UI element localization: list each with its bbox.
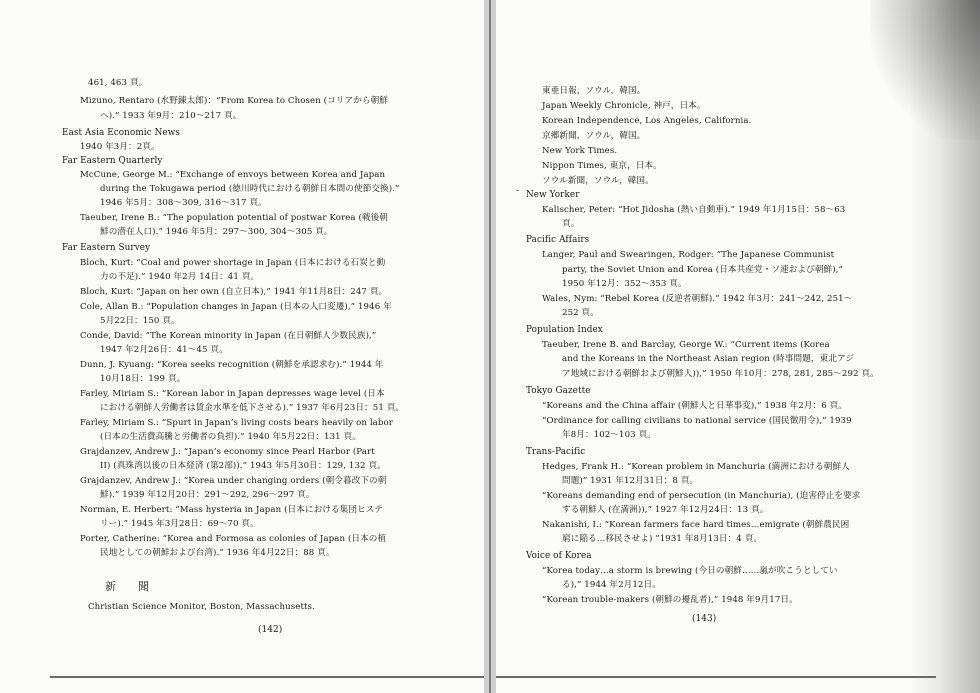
text-line: II) (真珠湾以後の日本経済 (第2部)).” 1943 年5月30日：129, 132 頁。 <box>100 461 386 471</box>
text-line: 5月22日：150 頁。 <box>100 316 180 326</box>
text-line: Pacific Affairs <box>526 235 590 245</box>
text-line: 京郷新聞，ソウル，韓国。 <box>542 131 646 141</box>
bottom-rule <box>50 676 484 678</box>
text-line: Nakanishi, I.: “Korean farmers face hard times…emigrate (朝鮮農民困 <box>542 520 850 530</box>
text-line: Far Eastern Quarterly <box>62 156 163 166</box>
text-line: Kalischer, Peter: “Hot Jidosha (熱い自動車).” 1949 年1月15日：58～63 <box>542 205 846 215</box>
text-line: Wales, Nym: “Rebel Korea (反逆者朝鮮).” 1942 年3月：241～242, 251～ <box>542 294 853 304</box>
bottom-rule <box>496 676 936 678</box>
text-line: Grajdanzev, Andrew J.: “Japan’s economy since Pearl Harbor (Part <box>80 447 375 457</box>
text-line: へ).” 1933 年9月：210～217 頁。 <box>100 111 242 121</box>
page-number: (143) <box>692 614 717 624</box>
text-line: 252 頁。 <box>562 308 599 318</box>
text-line: ア地域における朝鮮および朝鮮人)),” 1950 年10月：278, 281, 285～292 頁。 <box>562 369 879 379</box>
scan-shadow <box>870 0 980 140</box>
text-line: 年8月：102～103 頁。 <box>562 430 656 440</box>
text-line: 東亜日報，ソウル，韓国。 <box>542 86 646 96</box>
text-line: (日本の生活費高騰と労働者の負担).” 1940 年5月22日：131 頁。 <box>100 432 361 442</box>
text-line: Far Eastern Survey <box>62 243 151 253</box>
text-line: Japan Weekly Chronicle, 神戸，日本。 <box>542 101 706 111</box>
page-number: (142) <box>258 625 283 635</box>
text-line: and the Koreans in the Northeast Asian region (時事問題，東北アジ <box>562 354 855 364</box>
text-line: Mizuno, Rentaro (水野錬太郎)：“From Korea to Chosen (コリアから朝鮮 <box>80 96 388 106</box>
text-line: における朝鮮人労働者は賃金水準を低下させる).” 1937 年6月23日：51 頁。 <box>100 403 405 413</box>
text-line: 461, 463 頁。 <box>88 78 148 88</box>
text-line: “Ordinance for calling civilians to national service (国民徴用令),” 1939 <box>542 416 852 426</box>
text-line: Bloch, Kurt: “Coal and power shortage in Japan (日本における石炭と動 <box>80 258 386 268</box>
text-line: East Asia Economic News <box>62 128 180 138</box>
text-line: New York Times. <box>542 146 618 156</box>
text-line: Bloch, Kurt: “Japan on her own (自立日本),” 1941 年11月8日：247 頁。 <box>80 287 388 297</box>
left-page <box>0 0 484 693</box>
text-line: Trans-Pacific <box>526 447 586 457</box>
text-line: New Yorker <box>526 190 580 200</box>
text-line: Farley, Miriam S.: “Korean labor in Japan depresses wage level (日本 <box>80 389 385 399</box>
margin-mark: - <box>516 186 520 196</box>
text-line: Norman, E. Herbert: “Mass hysteria in Japan (日本における集団ヒステ <box>80 505 383 515</box>
text-line: 問題)” 1931 年12月31日：8 頁。 <box>562 476 699 486</box>
text-line: リー).” 1945 年3月28日：69～70 頁。 <box>100 519 259 529</box>
section-title: 新 聞 <box>105 580 149 593</box>
text-line: Voice of Korea <box>526 551 592 561</box>
text-line: 頁。 <box>562 219 580 229</box>
text-line: 1950 年12月：352～353 頁。 <box>562 279 687 289</box>
text-line: る),” 1944 年2月12日。 <box>562 580 661 590</box>
text-line: McCune, George M.: “Exchange of envoys between Korea and Japan <box>80 170 386 180</box>
text-line: Porter, Catherine: “Korea and Formosa as colonies of Japan (日本の植 <box>80 534 387 544</box>
text-line: Grajdanzev, Andrew J.: “Korea under changing orders (朝令暮改下の朝 <box>80 476 387 486</box>
text-line: Christian Science Monitor, Boston, Massachusetts. <box>88 602 315 612</box>
text-line: Dunn, J. Kyuang: “Korea seeks recognition (朝鮮を承認求む).” 1944 年 <box>80 360 384 370</box>
text-line: 民地としての朝鮮および台湾).” 1936 年4月22日：88 頁。 <box>100 548 335 558</box>
text-line: 1946 年5月：308～309, 316～317 頁。 <box>100 198 267 208</box>
text-line: Korean Independence, Los Angeles, California. <box>542 116 752 126</box>
text-line: during the Tokugawa period (徳川時代における朝鮮日本間の使節交換).” <box>100 184 400 194</box>
text-line: Langer, Paul and Swearingen, Rodger: “The Japanese Communist <box>542 250 835 260</box>
text-line: “Koreans demanding end of persecution (in Manchuria), (迫害停止を要求 <box>542 491 861 501</box>
text-line: “Koreans and the China affair (朝鮮人と日華事変),” 1938 年2月：6 頁。 <box>542 401 848 411</box>
text-line: ソウル新聞，ソウル，韓国。 <box>542 176 654 186</box>
text-line: Conde, David: “The Korean minority in Japan (在日朝鮮人少数民族),” <box>80 331 377 341</box>
text-line: Population Index <box>526 325 603 335</box>
right-page <box>496 0 980 693</box>
text-line: 鮮).” 1939 年12月20日：291～292, 296～297 頁。 <box>100 490 315 500</box>
text-line: Hedges, Frank H.: “Korean problem in Manchuria (満洲における朝鮮人 <box>542 462 850 472</box>
text-line: “Korean trouble-makers (朝鮮の擾乱者),” 1948 年9月17日。 <box>542 595 798 605</box>
text-line: 1947 年2月26日：41～45 頁。 <box>100 345 228 355</box>
text-line: party, the Soviet Union and Korea (日本共産党・ソ連および朝鮮),” <box>562 265 844 275</box>
text-line: 10月18日：199 頁。 <box>100 374 186 384</box>
text-line: 窮に陥る…移民させよ) ”1931 年8月13日：4 頁。 <box>562 534 763 544</box>
text-line: 力の不足).” 1940 年2月 14日：41 頁。 <box>100 272 260 282</box>
text-line: 鮮の潜在人口).” 1946 年5月：297～300, 304～305 頁。 <box>100 227 333 237</box>
text-line: “Korea today…a storm is brewing (今日の朝鮮……嵐が吹こうとしてい <box>542 566 838 576</box>
text-line: 1940 年3月：2頁。 <box>80 142 160 152</box>
text-line: Taeuber, Irene B. and Barclay, George W.: “Current items (Korea <box>542 340 830 350</box>
text-line: Nippon Times, 東京，日本。 <box>542 161 662 171</box>
text-line: Taeuber, Irene B.: “The population potential of postwar Korea (戦後朝 <box>80 213 388 223</box>
text-line: Cole, Allan B.: “Population changes in Japan (日本の人口変遷),” 1946 年 <box>80 302 392 312</box>
text-line: Farley, Miriam S.: “Spurt in Japan’s living costs bears heavily on labor <box>80 418 393 428</box>
text-line: Tokyo Gazette <box>526 386 591 396</box>
book-gutter <box>484 0 496 693</box>
text-line: する朝鮮人 (在満洲)),” 1927 年12月24日：13 頁。 <box>562 505 769 515</box>
